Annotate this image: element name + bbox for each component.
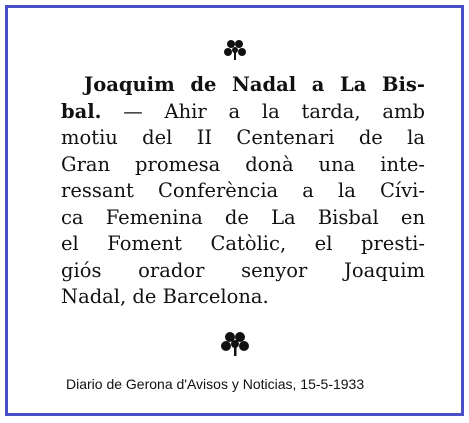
clipping-frame: [5, 5, 464, 416]
article-line-2: bal. — Ahir a la tarda, amb: [61, 99, 425, 123]
article-line-5: ressant Conferència a la Cívi-: [61, 179, 425, 202]
article-line-4: Gran promesa donà una inte-: [61, 152, 425, 176]
article-line-1: [61, 72, 425, 99]
article-headline-end: bal.: [61, 99, 102, 123]
article-line-3: motiu del II Centenari de la: [61, 126, 425, 149]
article-line-6: ca Femenina de La Bisbal en: [61, 205, 425, 229]
article-line-7: el Foment Catòlic, el presti-: [61, 232, 425, 255]
article-line-9: Nadal, de Barcelona.: [61, 285, 269, 308]
article-text: [61, 72, 425, 311]
fleuron-icon: [215, 39, 255, 69]
article-line-8: giós orador senyor Joaquim: [61, 258, 425, 282]
source-caption: Diario de Gerona d'Avisos y Noticias, 15-5-1933: [66, 376, 365, 392]
article-headline: Joaquim de Nadal a La Bis-: [84, 73, 425, 96]
fleuron-icon: [215, 331, 255, 361]
